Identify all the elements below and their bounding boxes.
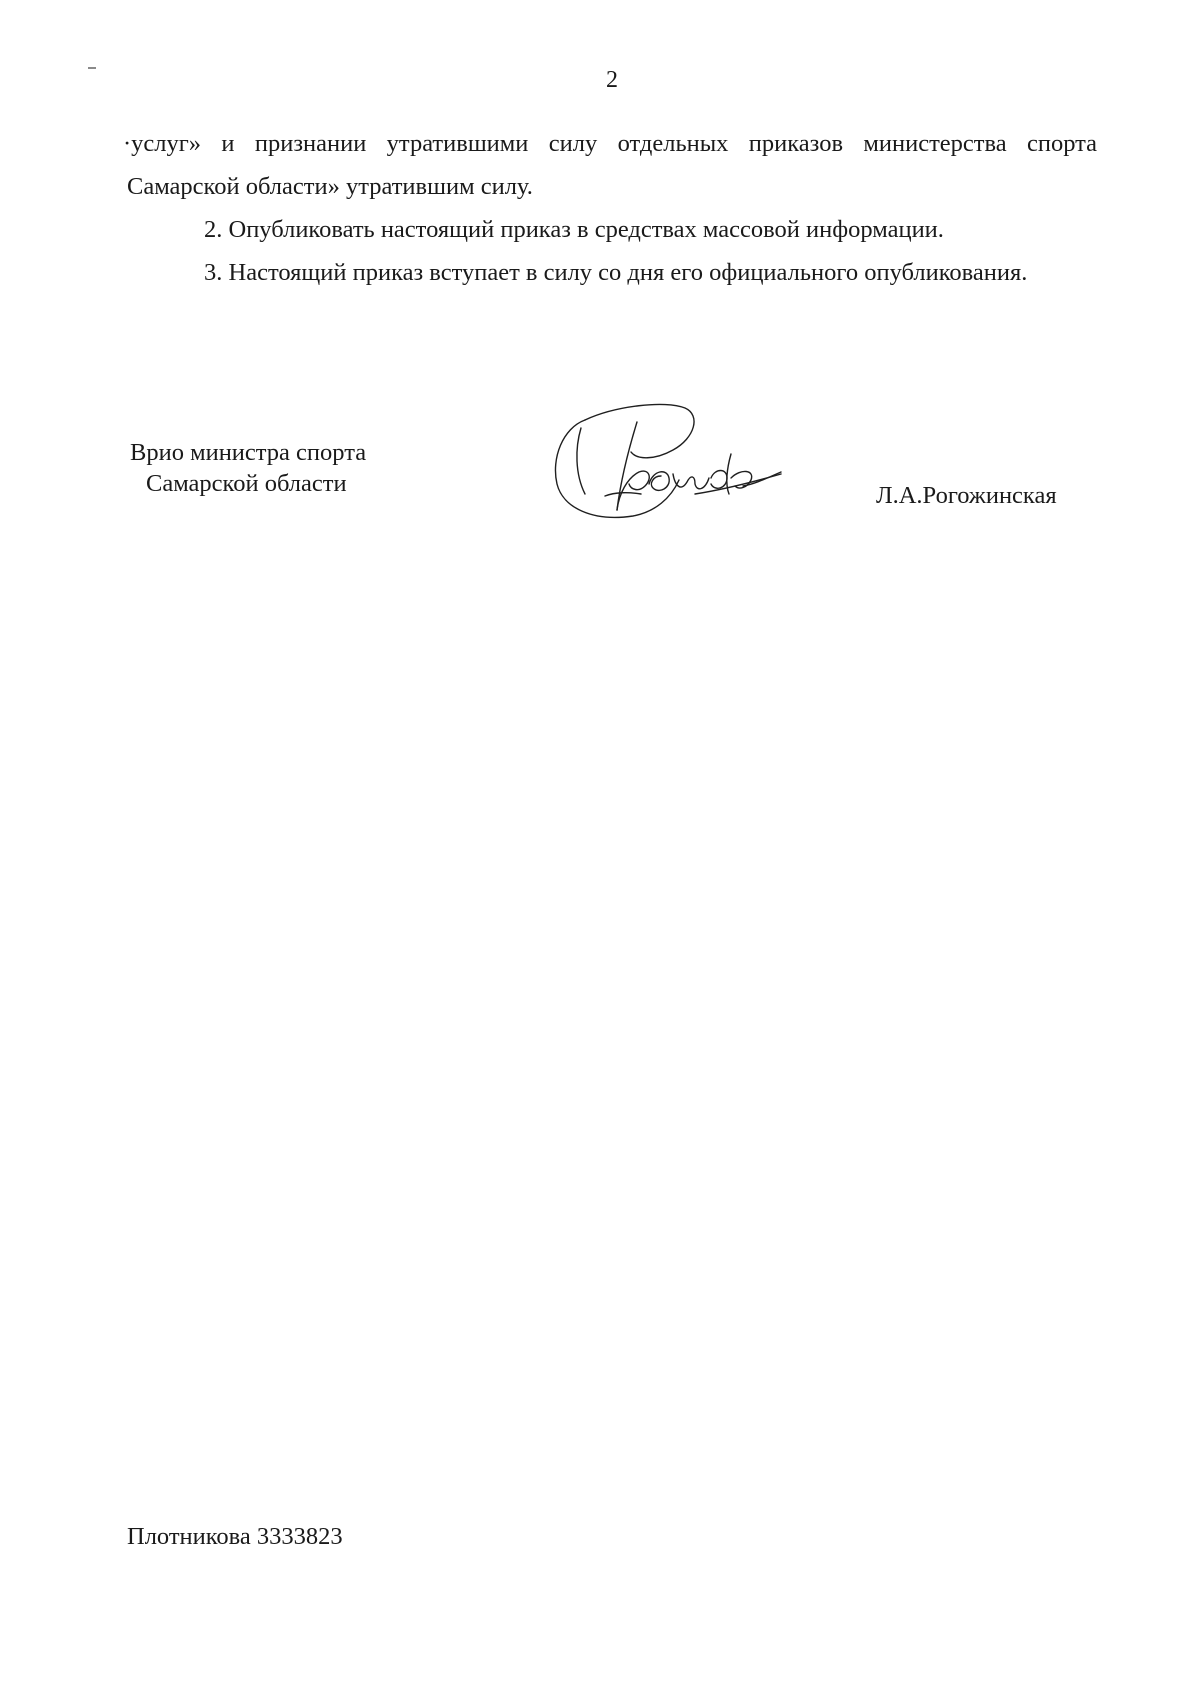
signer-name: Л.А.Рогожинская xyxy=(876,482,1057,509)
document-body xyxy=(123,122,1097,294)
paragraph-item-2: 2. Опубликовать настоящий приказ в средствах массовой информации. xyxy=(204,216,944,243)
paragraph-continuation: ·услуг» и признании утратившими силу отдельных приказов министерства спорта Самарской области» утратившим силу. xyxy=(123,130,1097,200)
paragraph-item-3: 3. Настоящий приказ вступает в силу со дня его официального опубликования. xyxy=(204,259,1028,286)
executor-contact: Плотникова 3333823 xyxy=(127,1523,343,1550)
handwritten-signature xyxy=(545,398,790,528)
page-number: 2 xyxy=(606,67,618,93)
signer-position-line1: Врио министра спорта xyxy=(130,439,367,466)
signer-position-line2: Самарской области xyxy=(146,470,347,497)
signer-position xyxy=(130,437,366,499)
